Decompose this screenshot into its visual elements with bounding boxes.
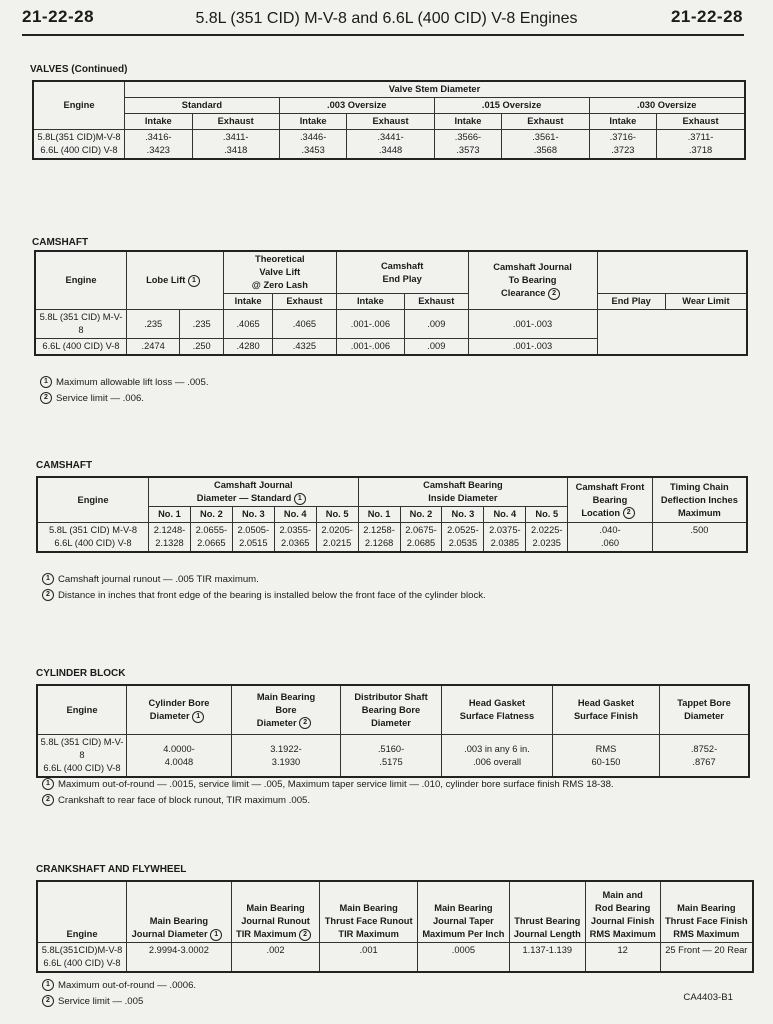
value-cell: .009: [405, 339, 469, 356]
header-line: To Bearing: [508, 275, 557, 285]
engine-line: 5.8L(351 CID)M-V-8: [37, 132, 121, 142]
header-line: Deflection Inches: [660, 494, 738, 505]
value-cell: [589, 130, 657, 160]
value-line: .3446-: [299, 132, 327, 142]
journal-clearance-header: [468, 251, 597, 310]
value-cell: [553, 735, 660, 778]
value-line: .8752-: [690, 743, 718, 754]
note-text: Maximum allowable lift loss — .005.: [56, 377, 209, 388]
value-cell: .009: [405, 310, 469, 339]
no-header: No. 5: [316, 507, 358, 523]
journal-runout-header: [231, 881, 319, 943]
header-rule: [22, 34, 744, 36]
header-line: Camshaft Front: [575, 481, 645, 492]
note-line: [40, 391, 209, 407]
lobe-lift-header: [127, 251, 224, 310]
engine-header: Engine: [37, 881, 127, 943]
value-cell: [274, 523, 316, 553]
header-line: Valve Lift: [259, 267, 301, 277]
distributor-shaft-header: [341, 685, 442, 735]
engine-line: 6.6L (400 CID) V-8: [43, 763, 121, 773]
note-1-icon: 1: [188, 275, 200, 287]
value-line: .5160-: [377, 743, 405, 754]
note-1-icon: 1: [294, 493, 306, 505]
note-text: Maximum out-of-round — .0015, service limit — .005, Maximum taper service limit — .010, cylinder bore surface finish RMS 18-38.: [58, 779, 614, 790]
value-line: .3716-: [609, 132, 636, 142]
gasket-finish-header: [553, 685, 660, 735]
value-line: .3711-: [687, 132, 714, 142]
figure-reference: CA4403-B1: [683, 992, 733, 1003]
engine-cell: 5.8L (351 CID) M-V-8: [35, 310, 127, 339]
header-line: [234, 928, 317, 941]
thrust-length-header: [509, 881, 585, 943]
value-line: .5175: [379, 756, 403, 767]
no-header: No. 5: [526, 507, 568, 523]
no-header: No. 1: [149, 507, 191, 523]
value-cell: [484, 523, 526, 553]
value-line: 2.0365: [281, 538, 310, 548]
note-1-icon: 1: [40, 376, 52, 388]
header-text: TIR Maximum: [236, 929, 297, 939]
value-cell: [125, 130, 193, 160]
tappet-bore-header: [660, 685, 750, 735]
value-line: .040-: [599, 525, 621, 535]
header-line: Distributor Shaft: [354, 691, 428, 702]
note-1-icon: 1: [42, 979, 54, 991]
value-cell: [526, 523, 568, 553]
value-line: .006 overall: [472, 756, 522, 767]
oversize-015-header: .015 Oversize: [434, 98, 589, 114]
header-line: Journal Finish: [590, 916, 655, 926]
exhaust-header: Exhaust: [502, 114, 589, 130]
value-line: 2.1328: [155, 538, 184, 548]
value-cell: [347, 130, 434, 160]
engine-line: 5.8L (351 CID) M-V-8: [48, 525, 137, 535]
camshaft-journal-table: [36, 476, 748, 553]
valve-stem-header: Valve Stem Diameter: [125, 81, 746, 98]
value-line: 2.0225-: [530, 525, 563, 535]
header-line: Main Bearing: [149, 916, 209, 926]
exhaust-header: Exhaust: [657, 114, 745, 130]
header-line: Diameter: [684, 711, 724, 721]
value-line: .3568: [533, 145, 558, 155]
value-line: 2.1268: [364, 538, 394, 548]
header-line: [129, 928, 229, 941]
value-line: 2.1258-: [363, 525, 395, 535]
cylinder-block-notes: [42, 777, 614, 809]
header-line: TIR Maximum: [338, 929, 399, 939]
header-line: Thrust Face Runout: [324, 916, 413, 926]
valves-table: [32, 80, 746, 160]
end-play-sub-header: End Play: [597, 294, 665, 310]
value-cell: [149, 523, 191, 553]
no-header: No. 4: [274, 507, 316, 523]
header-line: Cylinder Bore: [148, 698, 210, 708]
value-cell: 25 Front — 20 Rear: [660, 943, 753, 973]
value-cell: [442, 523, 484, 553]
header-line: RMS Maximum: [673, 929, 740, 939]
value-line: .3448: [378, 145, 403, 155]
value-cell: [358, 523, 400, 553]
value-line: 2.0375-: [489, 525, 521, 535]
value-cell: 2.9994-3.0002: [127, 943, 232, 973]
header-line: Surface Finish: [573, 711, 639, 721]
value-line: .3423: [146, 145, 170, 155]
intake-header: Intake: [336, 294, 404, 310]
main-bearing-bore-header: [232, 685, 341, 735]
value-cell: [316, 523, 358, 553]
value-cell: .4325: [273, 339, 337, 356]
value-cell: .001-.003: [468, 339, 597, 356]
header-line: [570, 507, 650, 520]
no-header: No. 2: [400, 507, 442, 523]
journal-diameter-header: [149, 477, 359, 507]
value-line: .060: [600, 538, 620, 548]
note-2-icon: 2: [42, 794, 54, 806]
value-line: 2.0665: [197, 538, 226, 548]
bearing-diameter-header: [358, 477, 568, 507]
note-2-icon: 2: [299, 717, 311, 729]
thrust-face-runout-header: [320, 881, 418, 943]
note-text: Service limit — .005: [58, 996, 144, 1007]
value-line: .3723: [611, 145, 635, 155]
header-line: Thrust Face Finish: [664, 916, 748, 926]
note-line: [42, 978, 196, 994]
oversize-003-header: .003 Oversize: [279, 98, 434, 114]
value-cell: .4065: [223, 310, 272, 339]
value-cell: [341, 735, 442, 778]
exhaust-header: Exhaust: [405, 294, 469, 310]
exhaust-header: Exhaust: [347, 114, 434, 130]
engine-cell: [37, 943, 127, 973]
intake-header: Intake: [125, 114, 193, 130]
table-row: [35, 339, 747, 356]
value-line: .3416-: [145, 132, 172, 142]
note-1-icon: 1: [42, 778, 54, 790]
value-line: 4.0048: [164, 756, 194, 767]
note-line: [42, 588, 486, 604]
header-line: RMS Maximum: [589, 929, 656, 939]
no-header: No. 2: [190, 507, 232, 523]
value-cell: .4280: [223, 339, 272, 356]
value-line: RMS: [595, 743, 617, 754]
value-cell: .235: [127, 310, 180, 339]
camshaft-section-title: CAMSHAFT: [32, 237, 89, 248]
header-line: Main Bearing: [339, 903, 398, 913]
note-1-icon: 1: [192, 711, 204, 723]
engine-cell: 6.6L (400 CID) V-8: [35, 339, 127, 356]
value-line: 2.0355-: [279, 525, 311, 535]
page-header: [0, 0, 773, 36]
engine-cell: [37, 523, 149, 553]
camshaft-notes: [40, 375, 209, 407]
note-text: Camshaft journal runout — .005 TIR maximum.: [58, 574, 259, 585]
value-line: 2.0505-: [237, 525, 270, 535]
value-cell: .001-.006: [336, 310, 404, 339]
crankshaft-notes: [42, 978, 196, 1010]
standard-header: Standard: [125, 98, 280, 114]
note-1-icon: 1: [42, 573, 54, 585]
engine-line: 6.6L (400 CID) V-8: [40, 145, 118, 155]
note-line: [42, 793, 614, 809]
engine-header: Engine: [37, 477, 149, 523]
value-cell: .500: [652, 523, 747, 553]
header-line: Main Bearing: [246, 903, 305, 913]
value-line: 2.0215: [322, 538, 352, 548]
header-line: Timing Chain: [670, 481, 729, 492]
value-cell: [279, 130, 347, 160]
header-line: [234, 717, 338, 730]
note-text: Service limit — .006.: [56, 393, 144, 404]
value-line: 2.0235: [532, 538, 561, 548]
camshaft-bearing-section-title: CAMSHAFT: [36, 460, 93, 471]
thrust-face-finish-header: [660, 881, 753, 943]
value-cell: [568, 523, 653, 553]
header-text: Diameter — Standard: [196, 493, 292, 503]
value-cell: .001-.003: [468, 310, 597, 339]
value-cell: [190, 523, 232, 553]
cylinder-block-section-title: CYLINDER BLOCK: [36, 668, 126, 679]
value-cell: [434, 130, 502, 160]
value-line: 2.0205-: [321, 525, 353, 535]
header-line: Surface Flatness: [459, 711, 535, 721]
value-line: .003 in any 6 in.: [464, 743, 530, 754]
header-line: Bearing Bore: [361, 704, 421, 715]
gasket-flatness-header: [442, 685, 553, 735]
main-journal-diameter-header: [127, 881, 232, 943]
value-cell: .001: [320, 943, 418, 973]
value-cell: [657, 130, 745, 160]
note-2-icon: 2: [42, 995, 54, 1007]
value-line: 2.0675-: [405, 525, 437, 535]
note-1-icon: 1: [210, 929, 222, 941]
value-line: .3411-: [222, 132, 249, 142]
engine-cell: [37, 735, 127, 778]
value-line: 3.1922-: [270, 743, 302, 754]
timing-chain-header: [652, 477, 747, 523]
camshaft-journal-notes: [42, 572, 486, 604]
header-line: Main Bearing: [434, 903, 493, 913]
header-text: Clearance: [501, 288, 546, 298]
engine-header: Engine: [35, 251, 127, 310]
intake-header: Intake: [279, 114, 347, 130]
value-cell: 1.137-1.139: [509, 943, 585, 973]
value-line: .8767: [692, 756, 716, 767]
header-line: Journal Runout: [241, 916, 310, 926]
value-line: 4.0000-: [163, 743, 195, 754]
header-line: Inside Diameter: [428, 493, 498, 503]
header-line: Camshaft Journal: [214, 480, 293, 490]
value-line: 2.1248-: [153, 525, 186, 535]
theoretical-lift-header: [223, 251, 336, 294]
value-cell: .250: [180, 339, 224, 356]
header-line: Bearing: [592, 494, 628, 505]
note-line: [42, 777, 614, 793]
intake-header: Intake: [223, 294, 272, 310]
value-line: 2.0535: [448, 538, 478, 548]
header-line: [151, 492, 356, 505]
note-2-icon: 2: [42, 589, 54, 601]
value-line: .3566-: [454, 132, 482, 142]
bore-diameter-header: [127, 685, 232, 735]
note-line: [42, 572, 486, 588]
page-title: 5.8L (351 CID) M-V-8 and 6.6L (400 CID) V-8 Engines: [195, 10, 578, 27]
value-line: 2.0655-: [195, 525, 228, 535]
value-line: .3573: [456, 145, 480, 155]
value-line: 2.0525-: [447, 525, 479, 535]
value-cell: [232, 523, 274, 553]
header-line: Camshaft Bearing: [423, 480, 503, 490]
header-text: Diameter: [149, 711, 190, 721]
engine-cell: [33, 130, 125, 160]
value-cell: .001-.006: [336, 339, 404, 356]
note-text: Maximum out-of-round — .0006.: [58, 980, 197, 991]
header-line: Thrust Bearing: [514, 916, 581, 926]
header-line: Maximum: [677, 507, 721, 518]
value-cell: [400, 523, 442, 553]
header-line: Maximum Per Inch: [422, 929, 505, 939]
note-2-icon: 2: [548, 288, 560, 300]
header-line: Bore: [275, 704, 297, 715]
wear-limit-header: Wear Limit: [665, 294, 747, 310]
value-line: 60-150: [591, 756, 621, 767]
lobe-lift-label: Lobe Lift: [146, 275, 186, 285]
value-cell: [442, 735, 553, 778]
header-line: [471, 287, 595, 300]
value-line: .3718: [688, 145, 713, 155]
exhaust-header: Exhaust: [273, 294, 337, 310]
value-cell: .235: [180, 310, 224, 339]
journal-finish-header: [585, 881, 660, 943]
value-line: 3.1930: [271, 756, 301, 767]
header-text: Location: [581, 507, 621, 518]
value-cell: [127, 735, 232, 778]
header-line: [129, 710, 229, 723]
value-line: .3418: [224, 145, 248, 155]
header-line: End Play: [382, 273, 422, 284]
engine-line: 6.6L (400 CID) V-8: [54, 538, 132, 548]
engine-header: Engine: [33, 81, 125, 130]
header-line: Tappet Bore: [677, 698, 731, 708]
oversize-030-header: .030 Oversize: [589, 98, 745, 114]
header-line: Main Bearing: [256, 691, 316, 702]
header-line: Camshaft Journal: [493, 262, 572, 272]
note-2-icon: 2: [40, 392, 52, 404]
end-play-header: [336, 251, 468, 294]
no-header: No. 3: [442, 507, 484, 523]
cylinder-block-table: [36, 684, 750, 778]
value-cell: .002: [231, 943, 319, 973]
crankshaft-section-title: CRANKSHAFT AND FLYWHEEL: [36, 864, 187, 875]
valves-section-title: VALVES (Continued): [30, 64, 128, 75]
note-2-icon: 2: [623, 507, 635, 519]
no-header: No. 3: [232, 507, 274, 523]
value-line: .3441-: [377, 132, 404, 142]
header-line: Main and: [602, 890, 643, 900]
table-row: [33, 130, 745, 160]
header-line: Theoretical: [255, 254, 305, 264]
value-line: .3561-: [532, 132, 559, 142]
header-line: Journal Length: [513, 929, 581, 939]
intake-header: Intake: [589, 114, 657, 130]
note-line: [42, 994, 196, 1010]
header-text: Diameter: [256, 717, 297, 728]
table-row: [37, 943, 753, 973]
value-cell: [192, 130, 279, 160]
note-2-icon: 2: [299, 929, 311, 941]
value-cell: 12: [585, 943, 660, 973]
front-bearing-header: [568, 477, 653, 523]
value-line: 2.0685: [406, 538, 436, 548]
note-line: [40, 375, 209, 391]
value-line: .3453: [301, 145, 325, 155]
value-cell: [232, 735, 341, 778]
value-cell: .4065: [273, 310, 337, 339]
engine-line: 6.6L (400 CID) V-8: [43, 958, 121, 968]
journal-taper-header: [418, 881, 510, 943]
intake-header: Intake: [434, 114, 502, 130]
crankshaft-table: [36, 880, 754, 973]
exhaust-header: Exhaust: [192, 114, 279, 130]
no-header: No. 1: [358, 507, 400, 523]
camshaft-lift-table: [34, 250, 748, 356]
value-cell: .2474: [127, 339, 180, 356]
table-row: [35, 310, 747, 339]
header-text: Journal Diameter: [131, 929, 208, 939]
header-line: Head Gasket: [577, 698, 635, 708]
value-cell: .0005: [418, 943, 510, 973]
note-text: Crankshaft to rear face of block runout, TIR maximum .005.: [58, 795, 311, 806]
table-row: [37, 523, 747, 553]
engine-line: 5.8L(351CID)M-V-8: [41, 945, 123, 955]
page-number-right: 21-22-28: [670, 7, 743, 26]
header-line: Camshaft: [380, 260, 424, 271]
table-row: [37, 735, 749, 778]
header-line: Diameter: [371, 717, 411, 728]
header-line: Main Bearing: [677, 903, 736, 913]
value-line: 2.0385: [490, 538, 520, 548]
value-cell: [502, 130, 589, 160]
header-line: Head Gasket: [468, 698, 526, 708]
note-text: Distance in inches that front edge of the bearing is installed below the front face of the cylinder block.: [58, 590, 486, 601]
header-line: Rod Bearing: [595, 903, 651, 913]
page-number-left: 21-22-28: [22, 7, 95, 26]
engine-header: Engine: [37, 685, 127, 735]
value-cell: [660, 735, 750, 778]
no-header: No. 4: [484, 507, 526, 523]
header-line: @ Zero Lash: [251, 280, 308, 290]
value-line: 2.0515: [239, 538, 268, 548]
header-line: Journal Taper: [433, 916, 494, 926]
engine-line: 5.8L (351 CID) M-V-8: [40, 737, 124, 760]
